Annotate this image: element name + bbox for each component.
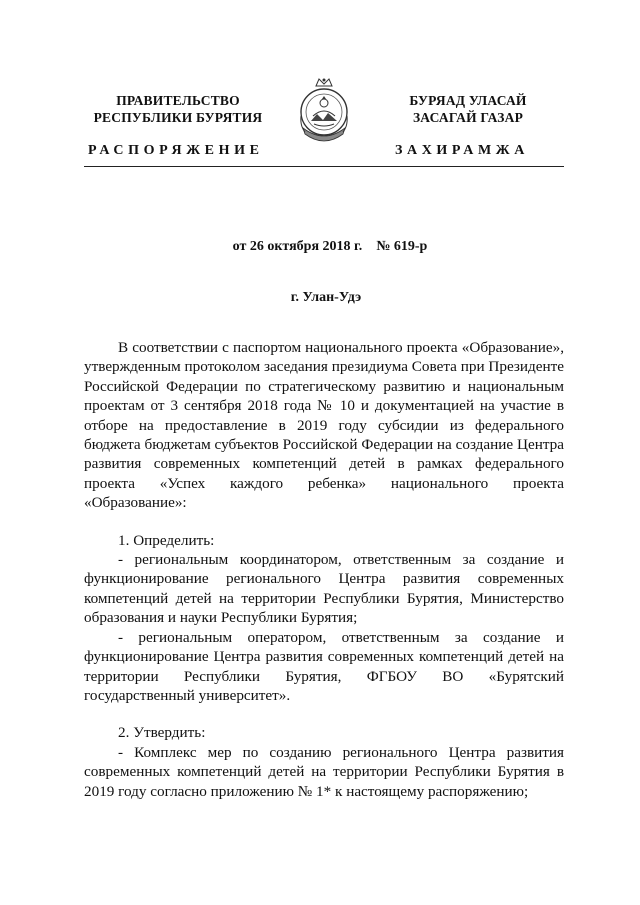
item2-title: 2. Утвердить: xyxy=(118,724,206,742)
issuer-right-line1: БУРЯАД УЛАСАЙ xyxy=(409,93,527,108)
item1-b-paragraph: - региональным оператором, ответственным за создание и функционирование Центра развития современных компетенций детей на территории Республики Бурятия, ФГБОУ ВО «Бурятский государственный университет». xyxy=(84,628,564,704)
issuer-right-line2: ЗАСАГАЙ ГАЗАР xyxy=(412,110,524,125)
item1-title: 1. Определить: xyxy=(118,531,215,549)
issuer-left xyxy=(62,92,294,126)
issuer-right xyxy=(352,92,584,126)
document-body xyxy=(84,338,564,801)
document-city: г. Улан-Удэ xyxy=(290,290,362,305)
issuer-left-line2: РЕСПУБЛИКИ БУРЯТИЯ xyxy=(93,110,263,125)
document-number: № 619-р xyxy=(376,239,428,254)
doc-type-ru: РАСПОРЯЖЕНИЕ xyxy=(88,143,264,158)
item2-a-paragraph: - Комплекс мер по созданию регионального Центра развития современных компетенций детей на территории Республики Бурятия в 2019 году согласно приложению № 1* к настоящему распоряжению; xyxy=(84,743,564,800)
issuer-left-line1: ПРАВИТЕЛЬСТВО xyxy=(116,93,240,108)
document-date-line xyxy=(10,239,640,255)
document-date: от 26 октября 2018 г. xyxy=(232,239,363,254)
preamble-paragraph: В соответствии с паспортом национального проекта «Образование», утвержденным протоколом заседания президиума Совета при Президенте Российской Федерации по стратегическому развитию и национальным проектам от 3 сентября 2018 года № 10 и документацией на участие в отборе на предоставление в 2019 году субсидии из федерального бюджета бюджетам субъектов Российской Федерации на создание Центра развития современных компетенций детей в рамках федерального проекта «Успех каждого ребенка» национального проекта «Образование»: xyxy=(84,339,564,512)
header-divider xyxy=(84,166,564,167)
doc-type-bur: ЗАХИРАМЖА xyxy=(395,143,529,158)
republic-of-buryatia-emblem-icon xyxy=(297,76,351,150)
item1-a-paragraph: - региональным координатором, ответственным за создание и функционирование регионального Центра развития современных компетенций детей на территории Республики Бурятия, Министерство образования и науки Республики Бурятия; xyxy=(84,551,564,627)
